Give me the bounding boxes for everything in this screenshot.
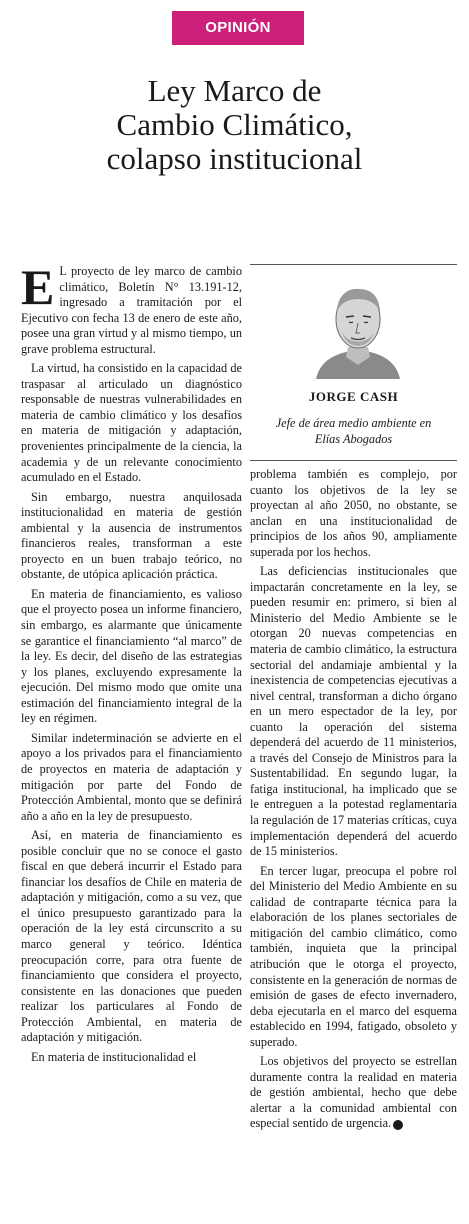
article-column-right — [250, 467, 457, 1219]
drop-cap: E — [21, 264, 55, 315]
paragraph-3: Sin embargo, nuestra anquilosada institucionalidad en materia de gestión ambiental y la ausencia de instrumentos financieros reales, transforman a este proyecto en un buen trabajo teórico, no obstante, de utópica aplicación práctica. — [21, 489, 242, 582]
author-name: JORGE CASH — [308, 389, 399, 404]
author-role-line-1: Jefe de área medio ambiente en — [275, 416, 432, 430]
paragraph-7-start: En materia de institucionalidad el — [31, 1049, 197, 1064]
paragraph-5: Similar indeterminación se advierte en el apoyo a los privados para el financiamiento de proyectos en materia de adaptación y mitigación por parte del Fondo de Protección Ambiental, monto que se definirá año a año en la ley de presupuesto. — [21, 730, 242, 823]
author-role — [250, 415, 457, 447]
section-tag: OPINIÓN — [172, 11, 304, 45]
paragraph-7-continued: problema también es complejo, por cuanto los objetivos de la ley se proyectan al año 2050, no obstante, se anclan en una institucionalidad de principios de los años 90, ampliamente superada por los hechos. — [250, 467, 457, 559]
paragraph-8: Las deficiencias institucionales que impactarán concretamente en la ley, se pueden resumir en: primero, si bien al Ministerio del Medio Ambiente se le otorgan 20 nuevas competencias en materia de cambio climático, la estructura sectorial del andamiaje ambiental y la inexistencia de competencias ejecutivas a nivel central, transforman a dicho órgano en un mero espectador de la ley, por cuanto la operación del sistema dependerá del acuerdo de 11 ministerios, a través del Consejo de Ministros para la Sustentabilidad. En segundo lugar, la fatiga institucional, ha implicado que se le entreguen a la potestad reglamentaria la regulación de 17 materias críticas, cuya implementación dependerá del acuerdo de 15 ministerios. — [250, 564, 457, 859]
author-portrait — [312, 275, 404, 379]
paragraph-2: La virtud, ha consistido en la capacidad de traspasar al articulado un diagnóstico responsable de nuestras vulnerabilidades en materia de cambio climático y los desafíos en materia de mitigación y adaptación, provenientes principalmente de la ciencia, la academia y de un relevante conocimiento acumulado en el Estado. — [21, 361, 242, 485]
paragraph-6: Así, en materia de financiamiento es posible concluir que no se conoce el gasto fiscal en que deberá incurrir el Estado para financiar los desafíos de Chile en materia de adaptación y mitigación, como a su vez, que el único presupuesto garantizado para la operación de la ley está circunscrito a su marco general y teórico. Idéntica preocupación corre, para otra fuente de financiamiento que considera el proyecto, consistente en las donaciones que pueden realizar los particulares al Fondo de Protección Ambiental, en materia de adaptación y mitigación. — [21, 828, 242, 1045]
end-mark-icon: P — [393, 1120, 403, 1130]
headline-line-3: colapso institucional — [106, 141, 363, 176]
paragraph-10-text: Los objetivos del proyecto se estrellan duramente contra la realidad en materia de gestión ambiental, hecho que debe alertar a la comunidad ambiental con especial sentido de urgencia. — [250, 1054, 457, 1131]
headline-line-1: Ley Marco de — [147, 73, 322, 108]
paragraph-10 — [250, 1054, 457, 1132]
headline — [20, 74, 449, 176]
paragraph-1 — [21, 264, 242, 357]
paragraph-1-text: L proyecto de ley marco de cambio climático, Boletín N° 13.191-12, ingresado a tramitación por el Ejecutivo con fecha 13 de enero de este año, posee una gran virtud y al mismo tiempo, un grave problema estructural. — [21, 264, 242, 356]
headline-line-2: Cambio Climático, — [116, 107, 353, 142]
author-role-line-2: Elías Abogados — [314, 432, 393, 446]
article-column-left — [21, 264, 242, 1219]
paragraph-4: En materia de financiamiento, es valioso que el proyecto posea un informe financiero, sin embargo, es alarmante que únicamente se garantice el financiamiento “al marco” de la ley. Es decir, del diseño de las estrategias y los planes, excluyendo expresamente la ejecución. Del mismo modo que omite una estimación del financiamiento integral de la ley en régimen. — [21, 586, 242, 726]
paragraph-9: En tercer lugar, preocupa el pobre rol del Ministerio del Medio Ambiente en su calidad de contraparte técnica para la elaboración de los planes sectoriales de mitigación del cambio climático, como también, inquieta que la principal atribución que le otorga el proyecto, consistente en la generación de normas de emisión de gases de efecto invernadero, deba ejecutarla en el marco del esquema establecido en 1994, fatigado, obsoleto y superado. — [250, 863, 457, 1049]
author-box — [250, 264, 457, 461]
